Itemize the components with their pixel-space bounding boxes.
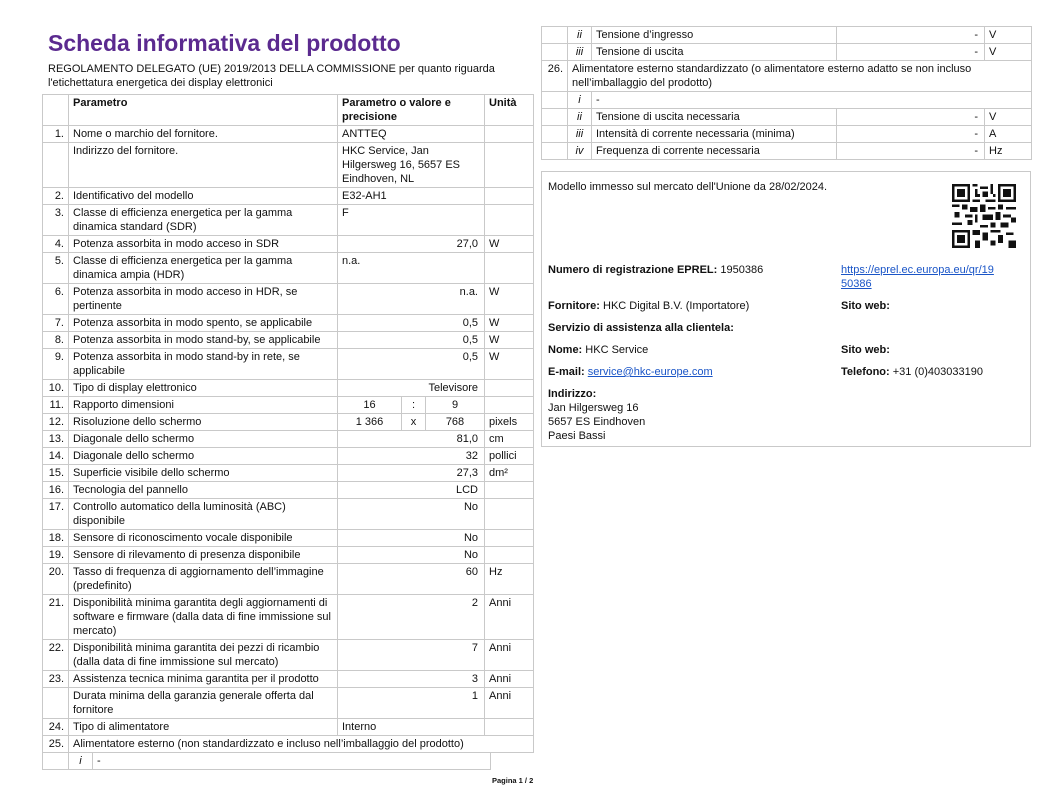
table-header: [43, 95, 534, 126]
table-row: 25. Alimentatore esterno (non standardizzato e incluso nell’imballaggio del prodotto): [43, 736, 534, 753]
address-block: [548, 387, 645, 443]
address-label: Indirizzo:: [548, 388, 597, 400]
name-label: Nome:: [548, 344, 583, 356]
table-row: 10. Tipo di display elettronico Televisore: [43, 380, 534, 397]
table-row: 20. Tasso di frequenza di aggiornamento dell’immagine (predefinito) 60 Hz: [43, 564, 534, 595]
table-row: 24. Tipo di alimentatore Interno: [43, 719, 534, 736]
table-row: 14. Diagonale dello schermo 32 pollici: [43, 448, 534, 465]
table-row: Durata minima della garanzia generale offerta dal fornitore 1 Anni: [43, 688, 534, 719]
name-value: HKC Service: [585, 344, 649, 356]
address-line-1: Jan Hilgersweg 16: [548, 402, 639, 414]
table-row: 17. Controllo automatico della luminosità (ABC) disponibile No: [43, 499, 534, 530]
table-row: 16. Tecnologia del pannello LCD: [43, 482, 534, 499]
table-row: 22. Disponibilità minima garantita dei pezzi di ricambio (dalla data di fine immissione sul mercato) 7 Anni: [43, 640, 534, 671]
table-row: 18. Sensore di riconoscimento vocale disponibile No: [43, 530, 534, 547]
table-row: 5. Classe di efficienza energetica per la gamma dinamica ampia (HDR) n.a.: [43, 253, 534, 284]
page-number: Pagina 1 / 2: [492, 776, 534, 785]
table-row: i -: [542, 92, 1032, 109]
table-row: iv Frequenza di corrente necessaria - Hz: [542, 143, 1032, 160]
regulation-text: REGOLAMENTO DELEGATO (UE) 2019/2013 DELLA COMMISSIONE per quanto riguarda l'etichettatura energetica dei display elettronici: [48, 63, 495, 89]
table-row: 12. Risoluzione dello schermo 1 366 x 768 pixels: [43, 414, 534, 431]
eprel-link-continued[interactable]: 50386: [841, 278, 872, 290]
table-row: ii Tensione di uscita necessaria - V: [542, 109, 1032, 126]
supplier-value: HKC Digital B.V. (Importatore): [603, 300, 750, 312]
phone-value: +31 (0)403033190: [892, 366, 983, 378]
table-row: iii Intensità di corrente necessaria (minima) - A: [542, 126, 1032, 143]
table-row: ii Tensione d’ingresso - V: [542, 27, 1032, 44]
email-label: E-mail:: [548, 366, 585, 378]
table-row: 2. Identificativo del modello E32-AH1: [43, 188, 534, 205]
eprel-link[interactable]: https://eprel.ec.europa.eu/qr/19: [841, 264, 994, 276]
website-label: Sito web:: [841, 300, 890, 312]
table-row: iii Tensione di uscita - V: [542, 44, 1032, 61]
table-row: 19. Sensore di rilevamento di presenza disponibile No: [43, 547, 534, 564]
table-row: 1. Nome o marchio del fornitore. ANTTEQ: [43, 126, 534, 143]
qr-code-icon[interactable]: [952, 184, 1016, 248]
phone-label: Telefono:: [841, 366, 890, 378]
eprel-link-container[interactable]: [841, 263, 1021, 291]
table-row: 26. Alimentatore esterno standardizzato (o alimentatore esterno adatto se non incluso nell’imballaggio del prodotto): [542, 61, 1032, 92]
table-row: 11. Rapporto dimensioni 16 : 9: [43, 397, 534, 414]
customer-service-label: Servizio di assistenza alla clientela:: [548, 322, 734, 334]
supplier-label: Fornitore:: [548, 300, 600, 312]
website-label-service: Sito web:: [841, 344, 890, 356]
table-row: 6. Potenza assorbita in modo acceso in HDR, se pertinente n.a. W: [43, 284, 534, 315]
email-link[interactable]: service@hkc-europe.com: [587, 366, 713, 378]
table-row: 4. Potenza assorbita in modo acceso in SDR 27,0 W: [43, 236, 534, 253]
eprel-number: 1950386: [720, 264, 764, 276]
table-row: Indirizzo del fornitore. HKC Service, Jan Hilgersweg 16, 5657 ES Eindhoven, NL: [43, 143, 534, 188]
table-row: 13. Diagonale dello schermo 81,0 cm: [43, 431, 534, 448]
supplier-info-box: [541, 171, 1031, 447]
table-row: 8. Potenza assorbita in modo stand-by, se applicabile 0,5 W: [43, 332, 534, 349]
left-column: [42, 26, 533, 770]
header-parametro: Parametro: [69, 95, 338, 126]
address-line-3: Paesi Bassi: [548, 430, 606, 442]
address-line-2: 5657 ES Eindhoven: [548, 416, 646, 428]
header-unita: Unità: [485, 95, 534, 126]
market-date-text: Modello immesso sul mercato dell'Unione da 28/02/2024.: [548, 181, 828, 193]
power-supply-table: [541, 26, 1032, 160]
sub-row-table: [42, 753, 491, 770]
product-info-table: [42, 94, 534, 753]
eprel-label: Numero di registrazione EPREL:: [548, 264, 718, 276]
table-row: 7. Potenza assorbita in modo spento, se applicabile 0,5 W: [43, 315, 534, 332]
right-column: [541, 26, 1031, 160]
table-row: 9. Potenza assorbita in modo stand-by in rete, se applicabile 0,5 W: [43, 349, 534, 380]
table-row: 15. Superficie visibile dello schermo 27,3 dm²: [43, 465, 534, 482]
table-row: i -: [43, 753, 491, 770]
table-row: 3. Classe di efficienza energetica per la gamma dinamica standard (SDR) F: [43, 205, 534, 236]
page-title: Scheda informativa del prodotto: [48, 30, 401, 56]
header-valore: Parametro o valore e precisione: [338, 95, 485, 126]
table-row: 23. Assistenza tecnica minima garantita per il prodotto 3 Anni: [43, 671, 534, 688]
table-row: 21. Disponibilità minima garantita degli aggiornamenti di software e firmware (dalla data di fine immissione sul mercato) 2 Anni: [43, 595, 534, 640]
